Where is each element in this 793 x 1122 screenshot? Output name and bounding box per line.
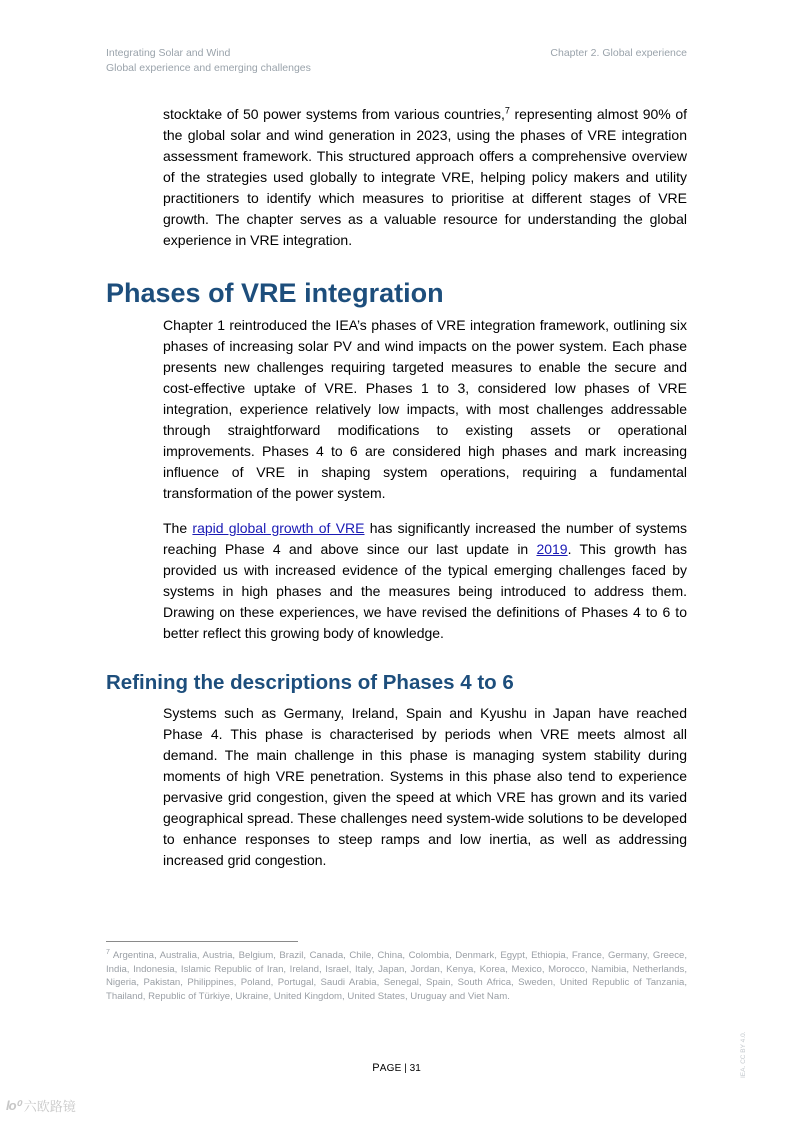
footnote <box>106 949 687 1003</box>
section-heading: Phases of VRE integration <box>106 278 444 308</box>
report-subtitle: Global experience and emerging challenges <box>106 62 311 74</box>
footnote-ref[interactable]: 7 <box>504 105 510 116</box>
license-note: IEA. CC BY 4.0. <box>740 1031 747 1078</box>
intro-paragraph: stocktake of 50 power systems from various countries,$^7$ representing almost 90% of the global solar and wind generation in 2023, using the phases of VRE integration assessment framework. This structured approach offers a comprehensive overview of the strategies used globally to integrate VRE, helping policy makers and utility practitioners to identify which measures to prioritise at different stages of VRE growth. The chapter serves as a valuable resource for understanding the global experience in VRE integration. <box>163 105 687 248</box>
watermark-logo-icon: lo⁰ <box>6 1097 20 1113</box>
footnote-divider <box>106 941 298 942</box>
section-paragraph-1: Chapter 1 reintroduced the IEA’s phases of VRE integration framework, outlining six phases of increasing solar PV and wind impacts on the power system. Each phase presents new challenges requiring targeted measures to enable the secure and cost-effective uptake of VRE. Phases 1 to 3, considered low phases of VRE integration, experience relatively low impacts, with most challenges addressable through straightforward modifications to existing assets or operational improvements. Phases 4 to 6 are considered high phases and mark increasing influence of VRE in shaping system operations, requiring a fundamental transformation of the power system. <box>163 317 687 501</box>
watermark <box>6 1096 76 1115</box>
subsection-heading: Refining the descriptions of Phases 4 to 6 <box>106 671 514 694</box>
page-number: PAGE | 31 <box>372 1062 421 1074</box>
subsection-paragraph: Systems such as Germany, Ireland, Spain and Kyushu in Japan have reached Phase 4. This phase is characterised by periods when VRE meets almost all demand. The main challenge in this phase is managing system stability during moments of high VRE penetration. Systems in this phase also tend to experience pervasive grid congestion, given the speed at which VRE has grown and its varied geographical spread. These challenges need system-wide solutions to be developed to enhance responses to steep ramps and low inertia, as well as addressing increased grid congestion. <box>163 705 687 868</box>
link-rapid-growth[interactable]: rapid global growth of VRE <box>192 520 365 536</box>
watermark-text: 六欧路镜 <box>23 1099 76 1114</box>
running-header-left <box>106 46 311 76</box>
report-title: Integrating Solar and Wind <box>106 47 231 59</box>
section-paragraph-2: The rapid global growth of VRE has significantly increased the number of systems reaching Phase 4 and above since our last update in 2019. This growth has provided us with increased evidence of the typical emerging challenges faced by systems in high phases and the measures being introduced to address them. Drawing on these experiences, we have revised the definitions of Phases 4 to 6 to better reflect this growing body of knowledge. <box>163 520 688 641</box>
footnote-number: 7 <box>106 948 110 956</box>
footnote-text: Argentina, Australia, Austria, Belgium, Brazil, Canada, Chile, China, Colombia, Denmark, Egypt, Ethiopia, France, Germany, Greece, India, Indonesia, Islamic Republic of Iran, Ireland, Israel, Italy, Japan, Jordan, Kenya, Korea, Mexico, Morocco, Namibia, Netherlands, Nigeria, Pakistan, Philippines, Poland, Portugal, Saudi Arabia, Senegal, Spain, South Africa, Sweden, United Republic of Tanzania, Thailand, Republic of Türkiye, Ukraine, United Kingdom, United States, Uruguay and Viet Nam. <box>106 950 687 1002</box>
chapter-label: Chapter 2. Global experience <box>550 47 687 59</box>
link-2019[interactable]: 2019 <box>536 541 568 557</box>
